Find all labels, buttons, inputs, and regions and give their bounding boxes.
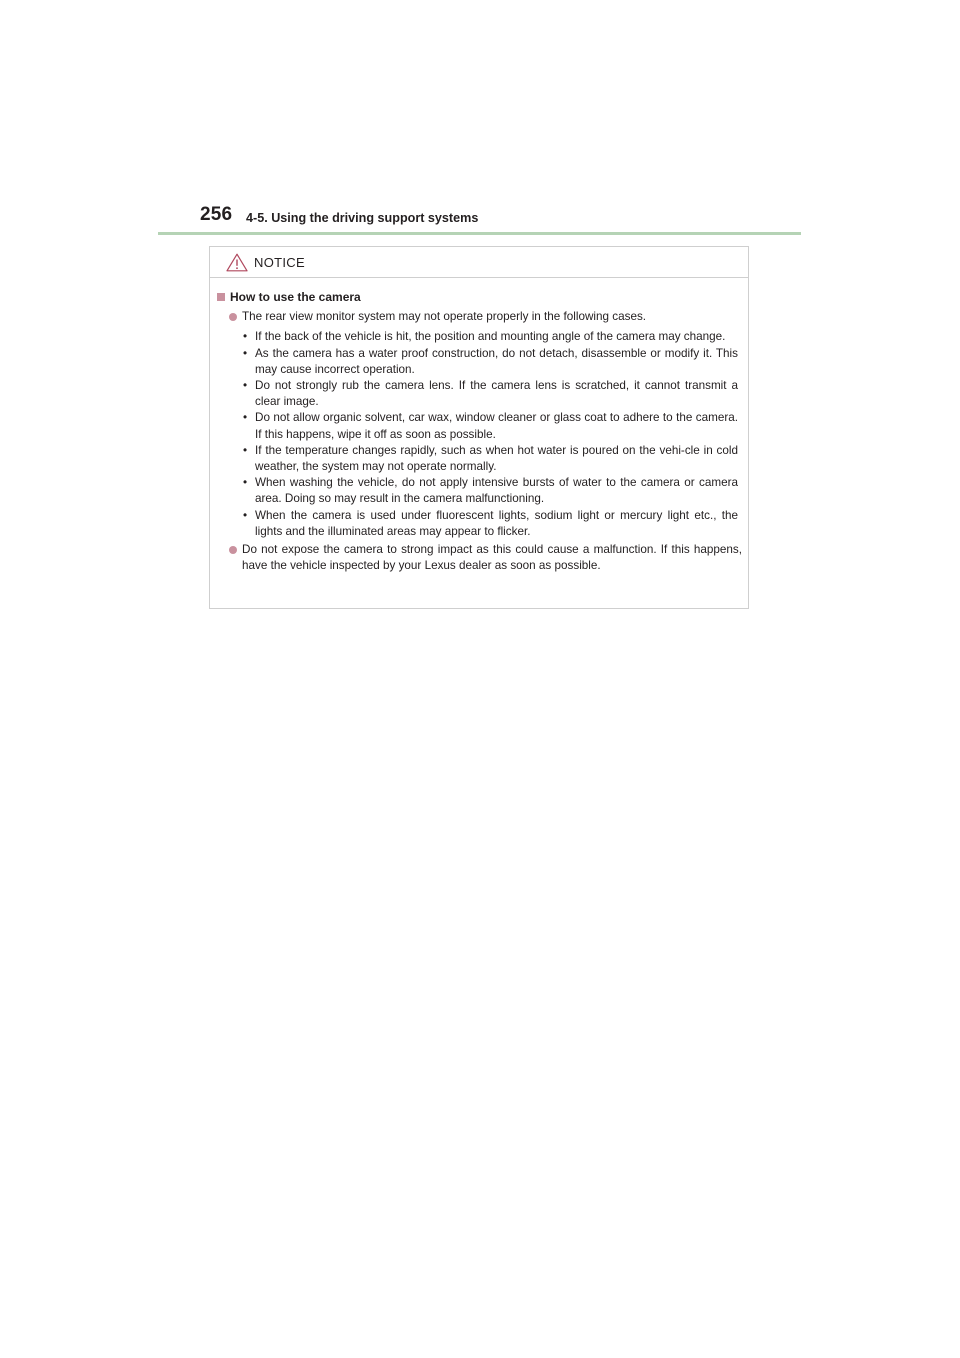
sub-list <box>210 329 748 540</box>
page-number: 256 <box>200 204 233 225</box>
sub-list-item: • As the camera has a water proof construction, do not detach, disassemble or modify it. This may cause incorrect operation. <box>255 346 738 378</box>
square-bullet-icon <box>217 293 225 301</box>
notice-label: NOTICE <box>254 255 305 270</box>
list-item-text: Do not expose the camera to strong impact as this could cause a malfunction. If this happens, have the vehicle inspected by your Lexus dealer as soon as possible. <box>242 543 742 573</box>
page-header <box>200 204 800 234</box>
list-item <box>242 309 742 325</box>
notice-heading <box>217 289 748 305</box>
circle-bullet-icon <box>229 546 237 554</box>
sub-list-item: • When washing the vehicle, do not apply intensive bursts of water to the camera or camera area. Doing so may result in the camera malfunctioning. <box>255 475 738 507</box>
circle-bullet-icon <box>229 313 237 321</box>
sub-list-item: • Do not strongly rub the camera lens. If the camera lens is scratched, it cannot transmit a clear image. <box>255 378 738 410</box>
section-title: 4-5. Using the driving support systems <box>246 211 479 225</box>
warning-triangle-icon <box>226 253 248 272</box>
sub-list-item: • If the back of the vehicle is hit, the position and mounting angle of the camera may change. <box>255 329 738 345</box>
sub-list-item: • Do not allow organic solvent, car wax, window cleaner or glass coat to adhere to the camera. If this happens, wipe it off as soon as possible. <box>255 410 738 442</box>
list-item <box>242 542 742 574</box>
sub-list-item: • When the camera is used under fluorescent lights, sodium light or mercury light etc., the lights and the illuminated areas may appear to flicker. <box>255 508 738 540</box>
header-rule <box>158 232 801 235</box>
notice-header <box>210 247 748 278</box>
list-item-text: The rear view monitor system may not operate properly in the following cases. <box>242 310 647 324</box>
notice-box <box>209 246 749 609</box>
notice-heading-text: How to use the camera <box>230 290 361 304</box>
notice-body <box>210 289 748 574</box>
sub-list-item: • If the temperature changes rapidly, such as when hot water is poured on the vehi-cle in cold weather, the system may not operate normally. <box>255 443 738 475</box>
